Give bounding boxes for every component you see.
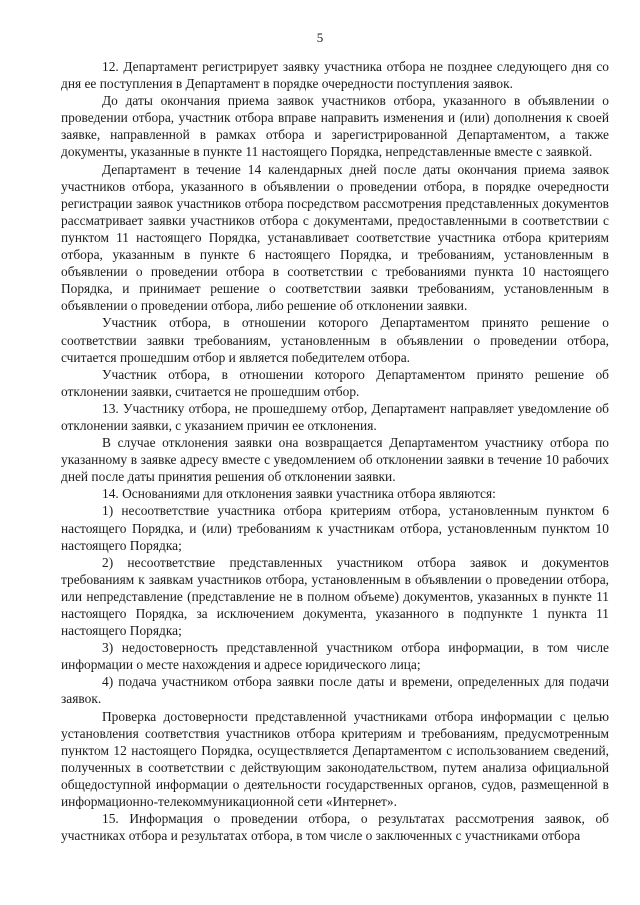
document-body: [61, 58, 609, 844]
paragraph-winner: Участник отбора, в отношении которого Департаментом принято решение о соответствии заявки требованиям, установленным в объявлении о проведении отбора, считается прошедшим отбор и является победителем отбора.: [61, 315, 609, 365]
paragraph-12: 12. Департамент регистрирует заявку участника отбора не позднее следующего дня со дня ее поступления в Департамент в порядке очередности поступления заявок.: [61, 59, 609, 92]
paragraph-14: 14. Основаниями для отклонения заявки участника отбора являются:: [102, 486, 496, 502]
paragraph-14-item-3: 3) недостоверность представленной участником отбора информации, в том числе информации о месте нахождения и адресе юридического лица;: [61, 640, 609, 673]
paragraph-14-item-2: 2) несоответствие представленных участником отбора заявок и документов требованиям к заявкам участников отбора, установленным в объявлении о проведении отбора, или непредставление (представление не в полном объеме) документов, указанных в пункте 11 настоящего Порядка, за исключением документа, указанного в подпункте 1 пункта 11 настоящего Порядка;: [61, 554, 609, 639]
paragraph-changes: До даты окончания приема заявок участников отбора, указанного в объявлении о проведении отбора, участник отбора вправе направить изменения и (или) дополнения к своей заявке, направленной в рамках отбора и зарегистрированной Департаментом, а также документы, указанные в пункте 11 настоящего Порядка, непредставленные вместе с заявкой.: [61, 93, 609, 160]
paragraph-14-item-1: 1) несоответствие участника отбора критериям отбора, установленным пунктом 6 настоящего Порядка, и (или) требованиям к участникам отбора, установленным пунктом 10 настоящего Порядка;: [61, 503, 609, 553]
paragraph-return: В случае отклонения заявки она возвращается Департаментом участнику отбора по указанному в заявке адресу вместе с уведомлением об отклонении заявки в течение 10 рабочих дней после даты принятия решения об отклонении заявки.: [61, 435, 609, 485]
paragraph-13: 13. Участнику отбора, не прошедшему отбор, Департамент направляет уведомление об отклонении заявки, с указанием причин ее отклонения.: [61, 400, 609, 433]
paragraph-14-item-4: 4) подача участником отбора заявки после даты и времени, определенных для подачи заявок.: [61, 674, 609, 707]
page-number: 5: [316, 30, 324, 45]
paragraph-review: Департамент в течение 14 календарных дней после даты окончания приема заявок участников отбора, указанного в объявлении о проведении отбора, в порядке очередности регистрации заявок участников отбора посредством рассмотрения представленных документов рассматривает заявки участников отбора с документами, предоставленными в соответствии с пунктом 11 настоящего Порядка, устанавливает соответствие участника отбора критериям отбора, указанным в пункте 6 настоящего Порядка, и требованиям, установленным в объявлении о проведении отбора в соответствии с требованиями пункта 10 настоящего Порядка, и принимает решение о соответствии заявки требованиям, установленным в объявлении о проведении отбора, либо решение об отклонении заявки.: [61, 161, 609, 314]
paragraph-verification: Проверка достоверности представленной участниками отбора информации с целью установления соответствия участников отбора критериям и требованиям, предусмотренным пунктом 12 настоящего Порядка, осуществляется Департаментом с использованием сведений, полученных в соответствии с действующим законодательством, путем анализа официальной общедоступной информации о деятельности государственных органов, судов, размещенной в информационно-телекоммуникационной сети «Интернет».: [61, 708, 609, 810]
paragraph-rejected: Участник отбора, в отношении которого Департаментом принято решение об отклонении заявки, считается не прошедшим отбор.: [61, 366, 609, 399]
paragraph-15: 15. Информация о проведении отбора, о результатах рассмотрения заявок, об участниках отбора и результатах отбора, в том числе о заключенных с участниками отбора: [61, 811, 609, 844]
